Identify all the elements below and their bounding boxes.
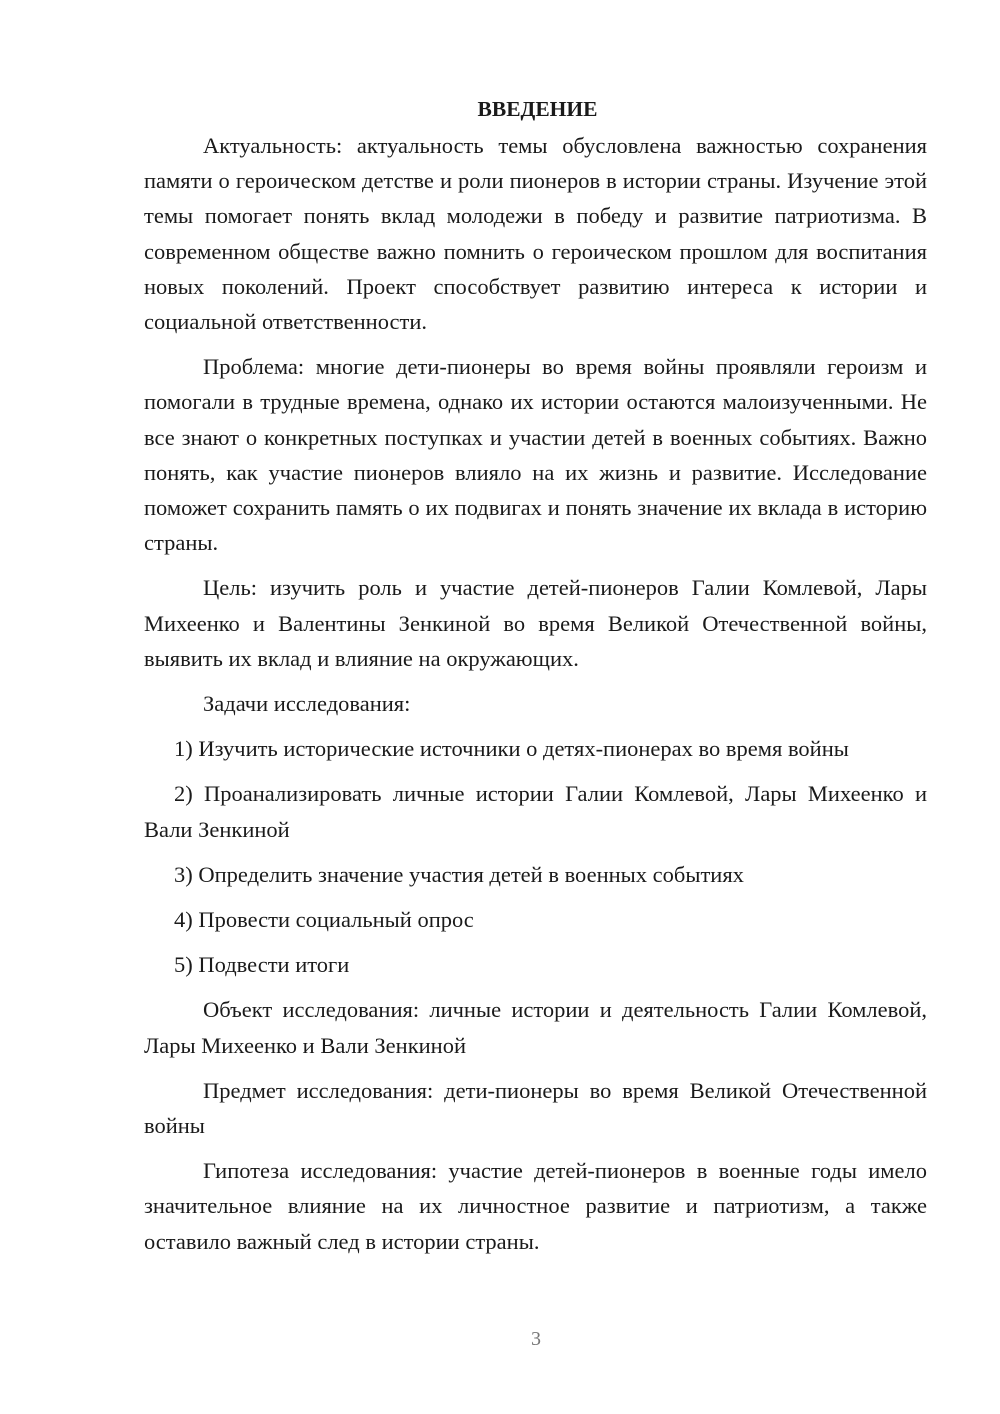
tasks-title: Задачи исследования: <box>203 691 411 717</box>
task-item-4: 4) Провести социальный опрос <box>174 907 474 933</box>
subject-paragraph: Предмет исследования: дети-пионеры во время Великой Отечественной войны <box>144 1077 927 1139</box>
goal-paragraph: Цель: изучить роль и участие детей-пионеров Галии Комлевой, Лары Михеенко и Валентины Зенкиной во время Великой Отечественной войны, выявить их вклад и влияние на окружающих. <box>144 575 927 671</box>
hypothesis-paragraph: Гипотеза исследования: участие детей-пионеров в военные годы имело значительное влияние на их личностное развитие и патриотизм, а также оставило важный след в истории страны. <box>144 1158 927 1254</box>
problem-paragraph: Проблема: многие дети-пионеры во время войны проявляли героизм и помогали в трудные времена, однако их истории остаются малоизученными. Не все знают о конкретных поступках и участии детей в военных событиях. Важно понять, как участие пионеров влияло на их жизнь и развитие. Исследование поможет сохранить память о их подвигах и понять значение их вклада в историю страны. <box>144 354 927 556</box>
task-item-5: 5) Подвести итоги <box>174 952 350 978</box>
page-number: 3 <box>531 1328 541 1350</box>
page-title: ВВЕДЕНИЕ <box>477 97 598 121</box>
object-paragraph: Объект исследования: личные истории и деятельность Галии Комлевой, Лары Михеенко и Вали Зенкиной <box>144 997 927 1058</box>
task-item-2: 2) Проанализировать личные истории Галии Комлевой, Лары Михеенко и Вали Зенкиной <box>144 781 927 842</box>
task-item-3: 3) Определить значение участия детей в военных событиях <box>174 861 744 887</box>
task-item-1: 1) Изучить исторические источники о детях-пионерах во время войны <box>174 736 849 762</box>
relevance-paragraph: Актуальность: актуальность темы обусловлена важностью сохранения памяти о героическом детстве и роли пионеров в истории страны. Изучение этой темы помогает понять вклад молодежи в победу и развитие патриотизма. В современном обществе важно помнить о героическом прошлом для воспитания новых поколений. Проект способствует развитию интереса к истории и социальной ответственности. <box>144 133 927 335</box>
document-page <box>144 92 927 1269</box>
